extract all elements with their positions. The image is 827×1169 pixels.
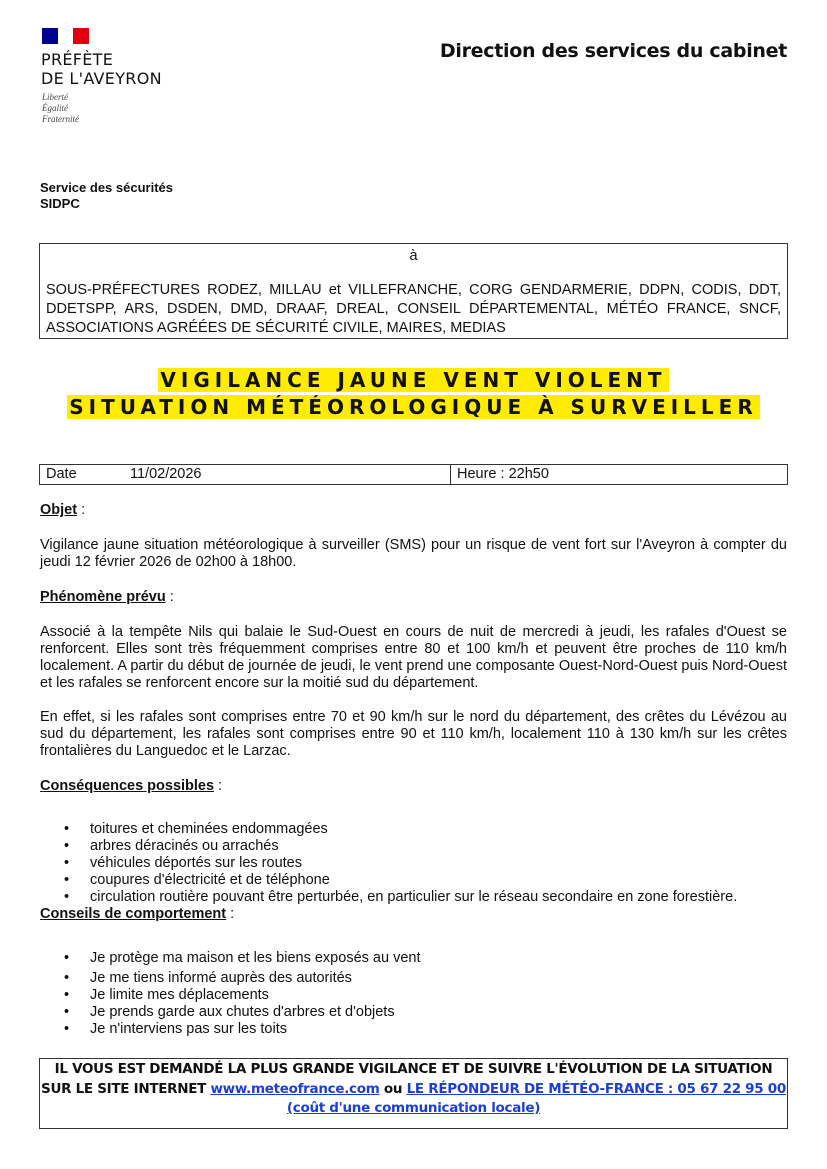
- alert-title-line2: SITUATION MÉTÉOROLOGIQUE À SURVEILLER: [69, 395, 758, 419]
- alert-title-line1: VIGILANCE JAUNE VENT VIOLENT: [160, 368, 667, 392]
- vigilance-notice-box: [39, 1058, 788, 1129]
- motto-line: Fraternité: [42, 114, 79, 124]
- list-item: • coupures d'électricité et de téléphone: [90, 872, 787, 889]
- recipients-to: à: [409, 248, 418, 264]
- recipients-list: SOUS-PRÉFECTURES RODEZ, MILLAU et VILLEFRANCHE, CORG GENDARMERIE, DDPN, CODIS, DDT, DDETSPP, ARS, DSDEN, DMD, DRAAF, DREAL, CONSEIL DÉPARTEMENTAL, MÉTÉO FRANCE, SNCF, ASSOCIATIONS AGRÉÉES DE SÉCURITÉ CIVILE, MAIRES, MEDIAS: [46, 282, 781, 336]
- date-label: Date: [46, 466, 77, 482]
- notice-text: IL VOUS EST DEMANDÉ LA PLUS GRANDE VIGILANCE ET DE SUIVRE L'ÉVOLUTION DE LA SITUATION SUR LE SITE INTERNET: [41, 1061, 773, 1097]
- objet-heading: Objet: [40, 502, 78, 518]
- consequences-heading: Conséquences possibles: [40, 778, 215, 794]
- motto-line: Égalité: [42, 103, 68, 113]
- list-item: • Je prends garde aux chutes d'arbres et d'objets: [90, 1004, 787, 1021]
- date-value: 11/02/2026: [124, 465, 451, 484]
- phenomene-paragraph: En effet, si les rafales sont comprises entre 70 et 90 km/h sur le nord du département, des crêtes du Lévézou au sud du département, les rafales sont comprises entre 90 et 110 km/h, localement 110 à 130 km/h sur les crêtes frontalières du Languedoc et le Larzac.: [40, 709, 787, 759]
- list-item: • Je protège ma maison et les biens exposés au vent: [90, 950, 787, 967]
- list-item: • arbres déracinés ou arrachés: [90, 838, 787, 855]
- logo-line: DE L'AVEYRON: [41, 69, 162, 88]
- service-block: [40, 180, 173, 212]
- date-time-table: [39, 464, 788, 485]
- motto-line: Liberté: [42, 92, 68, 102]
- phenomene-paragraph: Associé à la tempête Nils qui balaie le Sud-Ouest en cours de nuit de mercredi à jeudi, les rafales d'Ouest se renforcent. Elles sont très fréquemment comprises entre 80 et 100 km/h et peuvent être proches de 110 km/h localement. A partir du début de journée de jeudi, le vent prend une composante Ouest-Nord-Ouest puis Nord-Ouest et les rafales se renforcent encore sur la moitié sud du département.: [40, 624, 787, 691]
- service-sub: SIDPC: [40, 196, 80, 211]
- repondeur-link[interactable]: LE RÉPONDEUR DE MÉTÉO-FRANCE : 05 67 22 95 00 (coût d'une communication locale): [286, 1080, 786, 1116]
- list-item: • toitures et cheminées endommagées: [90, 821, 787, 838]
- prefecture-logo-text: [41, 50, 162, 88]
- phenomene-heading: Phénomène prévu: [40, 589, 166, 605]
- conseils-list: [40, 950, 787, 1038]
- conseils-heading: Conseils de comportement: [40, 906, 227, 922]
- list-item: • Je limite mes déplacements: [90, 987, 787, 1004]
- marianne-logo-icon: [42, 28, 89, 44]
- motto: [42, 92, 79, 125]
- time-value: Heure : 22h50: [457, 466, 549, 482]
- objet-section: Objet : Vigilance jaune situation météorologique à surveiller (SMS) pour un risque de vent fort sur l'Aveyron à compter du jeudi 12 février 2026 de 02h00 à 18h00. Phénomène prévu : Associé à la tempête Nils qui balaie le Sud-Ouest en cours de nuit de mercredi à jeudi, les rafales d'Ouest se renforcent. Elles sont très fréquemment comprises entre 80 et 100 km/h et peuvent être proches de 110 km/h localement. A partir du début de journée de jeudi, le vent prend une composante Ouest-Nord-Ouest puis Nord-Ouest et les rafales se renforcent encore sur la moitié sud du département. En effet, si les rafales sont comprises entre 70 et 90 km/h sur le nord du département, des crêtes du Lévézou au sud du département, les rafales sont comprises entre 90 et 110 km/h, localement 110 à 130 km/h sur les crêtes frontalières du Languedoc et le Larzac. Conséquences possibles : • toitures et cheminées endommagées • arbres déracinés ou arrachés • véhicules déportés sur les routes • coupures d'électricité et de téléphone • circulation routière pouvant être perturbée, en particulier sur le réseau secondaire en zone forestière. Conseils de comportement : • Je protège ma maison et les biens exposés au vent • Je me tiens informé auprès des autorités • Je limite mes déplacements • Je prends garde aux chutes d'arbres et d'objets • Je n'interviens pas sur les toits: [40, 502, 787, 1038]
- list-item: • circulation routière pouvant être perturbée, en particulier sur le réseau secondaire en zone forestière.: [90, 889, 787, 906]
- consequences-list: [40, 821, 787, 906]
- logo-line: PRÉFÈTE: [41, 50, 114, 69]
- list-item: • véhicules déportés sur les routes: [90, 855, 787, 872]
- list-item: • Je me tiens informé auprès des autorités: [90, 970, 787, 987]
- objet-text: Vigilance jaune situation météorologique à surveiller (SMS) pour un risque de vent fort sur l'Aveyron à compter du jeudi 12 février 2026 de 02h00 à 18h00.: [40, 537, 787, 570]
- direction-title: Direction des services du cabinet: [439, 40, 787, 62]
- alert-title: [0, 367, 827, 421]
- notice-or: ou: [383, 1080, 403, 1097]
- list-item: • Je n'interviens pas sur les toits: [90, 1021, 787, 1038]
- recipients-box: [39, 243, 788, 339]
- meteofrance-link[interactable]: www.meteofrance.com: [210, 1080, 380, 1097]
- service-name: Service des sécurités: [40, 180, 173, 195]
